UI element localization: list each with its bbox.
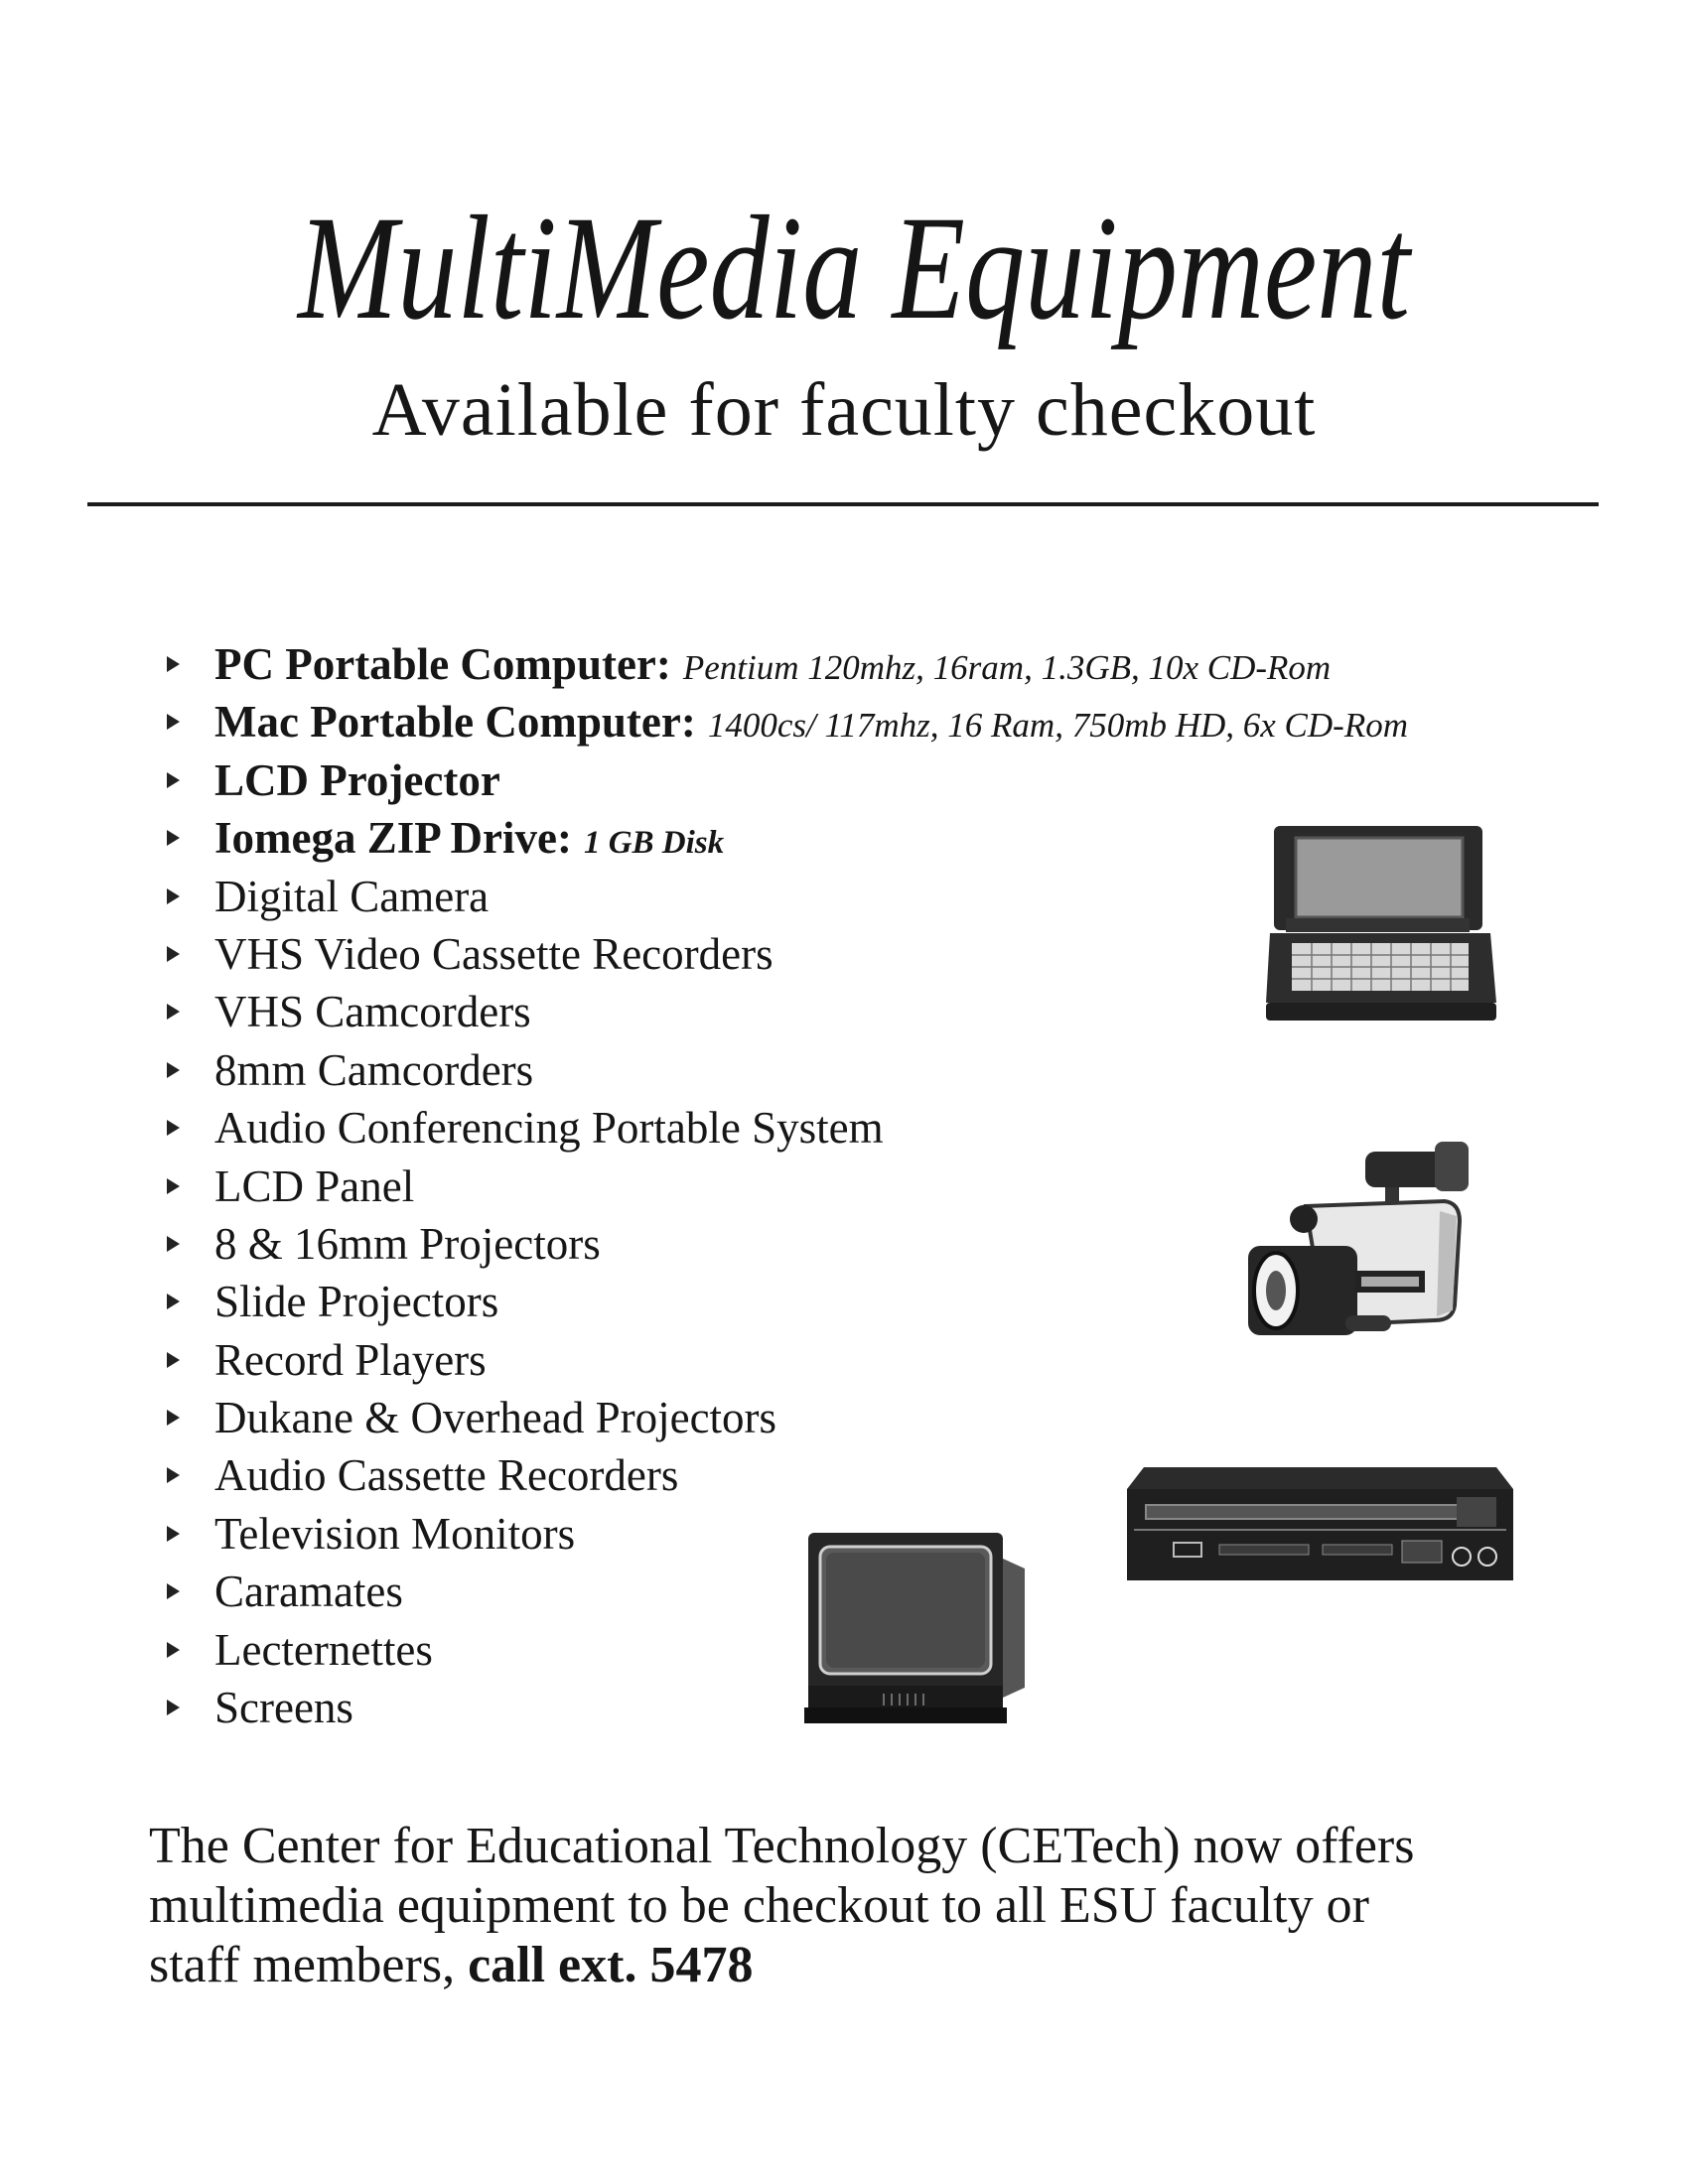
camcorder-illustration (1246, 1132, 1479, 1360)
equipment-name: Iomega ZIP Drive: (214, 813, 572, 864)
television-icon (804, 1529, 1028, 1727)
equipment-specs: Pentium 120mhz, 16ram, 1.3GB, 10x CD-Rom (682, 648, 1332, 687)
list-item (167, 1389, 1577, 1446)
bullet-arrow-icon (167, 1236, 180, 1252)
bullet-arrow-icon (167, 1352, 180, 1368)
footer-line-3-prefix: staff members, (149, 1937, 469, 1993)
bullet-arrow-icon (167, 1700, 180, 1715)
equipment-name: Screens (214, 1683, 353, 1733)
title-text: MultiMedia Equipment (296, 186, 1413, 350)
vcr-icon (1124, 1467, 1516, 1586)
equipment-name: LCD Panel (214, 1160, 415, 1211)
equipment-name: LCD Projector (214, 754, 500, 805)
equipment-name: Caramates (214, 1567, 403, 1617)
equipment-name: VHS Video Cassette Recorders (214, 928, 774, 979)
bullet-arrow-icon (167, 1178, 180, 1194)
equipment-name: PC Portable Computer: (214, 639, 671, 689)
page-subtitle: Available for faculty checkout (371, 368, 1317, 452)
equipment-name: VHS Camcorders (214, 987, 531, 1037)
footer-line-1: The Center for Educational Technology (CETech) now offers (149, 1818, 1415, 1874)
camcorder-icon (1246, 1132, 1479, 1360)
footer-text (149, 1817, 1559, 1995)
bullet-arrow-icon (167, 772, 180, 788)
bullet-arrow-icon (167, 714, 180, 730)
bullet-arrow-icon (167, 1120, 180, 1136)
equipment-name: Television Monitors (214, 1508, 576, 1559)
list-item (167, 635, 1577, 693)
bullet-arrow-icon (167, 1526, 180, 1542)
page-title (268, 139, 1440, 387)
bullet-arrow-icon (167, 656, 180, 672)
bullet-arrow-icon (167, 1062, 180, 1078)
equipment-name: 8mm Camcorders (214, 1044, 534, 1095)
equipment-name: Lecternettes (214, 1624, 433, 1675)
bullet-arrow-icon (167, 1583, 180, 1599)
list-item (167, 693, 1577, 751)
bullet-arrow-icon (167, 1467, 180, 1483)
title-artwork (268, 139, 1440, 387)
equipment-name: Audio Conferencing Portable System (214, 1103, 884, 1154)
bullet-arrow-icon (167, 830, 180, 846)
equipment-name: Record Players (214, 1334, 487, 1385)
bullet-arrow-icon (167, 946, 180, 962)
equipment-name: 8 & 16mm Projectors (214, 1218, 601, 1269)
phone-extension: call ext. 5478 (468, 1937, 754, 1993)
header-divider (87, 502, 1599, 506)
footer-line-2: multimedia equipment to be checkout to all ESU faculty or (149, 1877, 1369, 1934)
bullet-arrow-icon (167, 1642, 180, 1658)
equipment-name: Dukane & Overhead Projectors (214, 1393, 777, 1443)
laptop-icon (1266, 824, 1499, 1027)
bullet-arrow-icon (167, 888, 180, 904)
bullet-arrow-icon (167, 1294, 180, 1309)
list-item (167, 751, 1577, 809)
bullet-arrow-icon (167, 1004, 180, 1020)
laptop-illustration (1266, 824, 1499, 1027)
equipment-name: Digital Camera (214, 871, 490, 921)
equipment-specs: 1 GB Disk (583, 825, 725, 862)
equipment-name: Mac Portable Computer: (214, 697, 696, 748)
equipment-name: Audio Cassette Recorders (214, 1450, 679, 1501)
television-illustration (804, 1529, 1028, 1727)
bullet-arrow-icon (167, 1410, 180, 1426)
equipment-name: Slide Projectors (214, 1277, 499, 1327)
footer-line-3 (149, 1936, 1559, 1995)
list-item (167, 1041, 1577, 1099)
vcr-illustration (1124, 1467, 1516, 1586)
equipment-specs: 1400cs/ 117mhz, 16 Ram, 750mb HD, 6x CD-Rom (707, 706, 1408, 746)
